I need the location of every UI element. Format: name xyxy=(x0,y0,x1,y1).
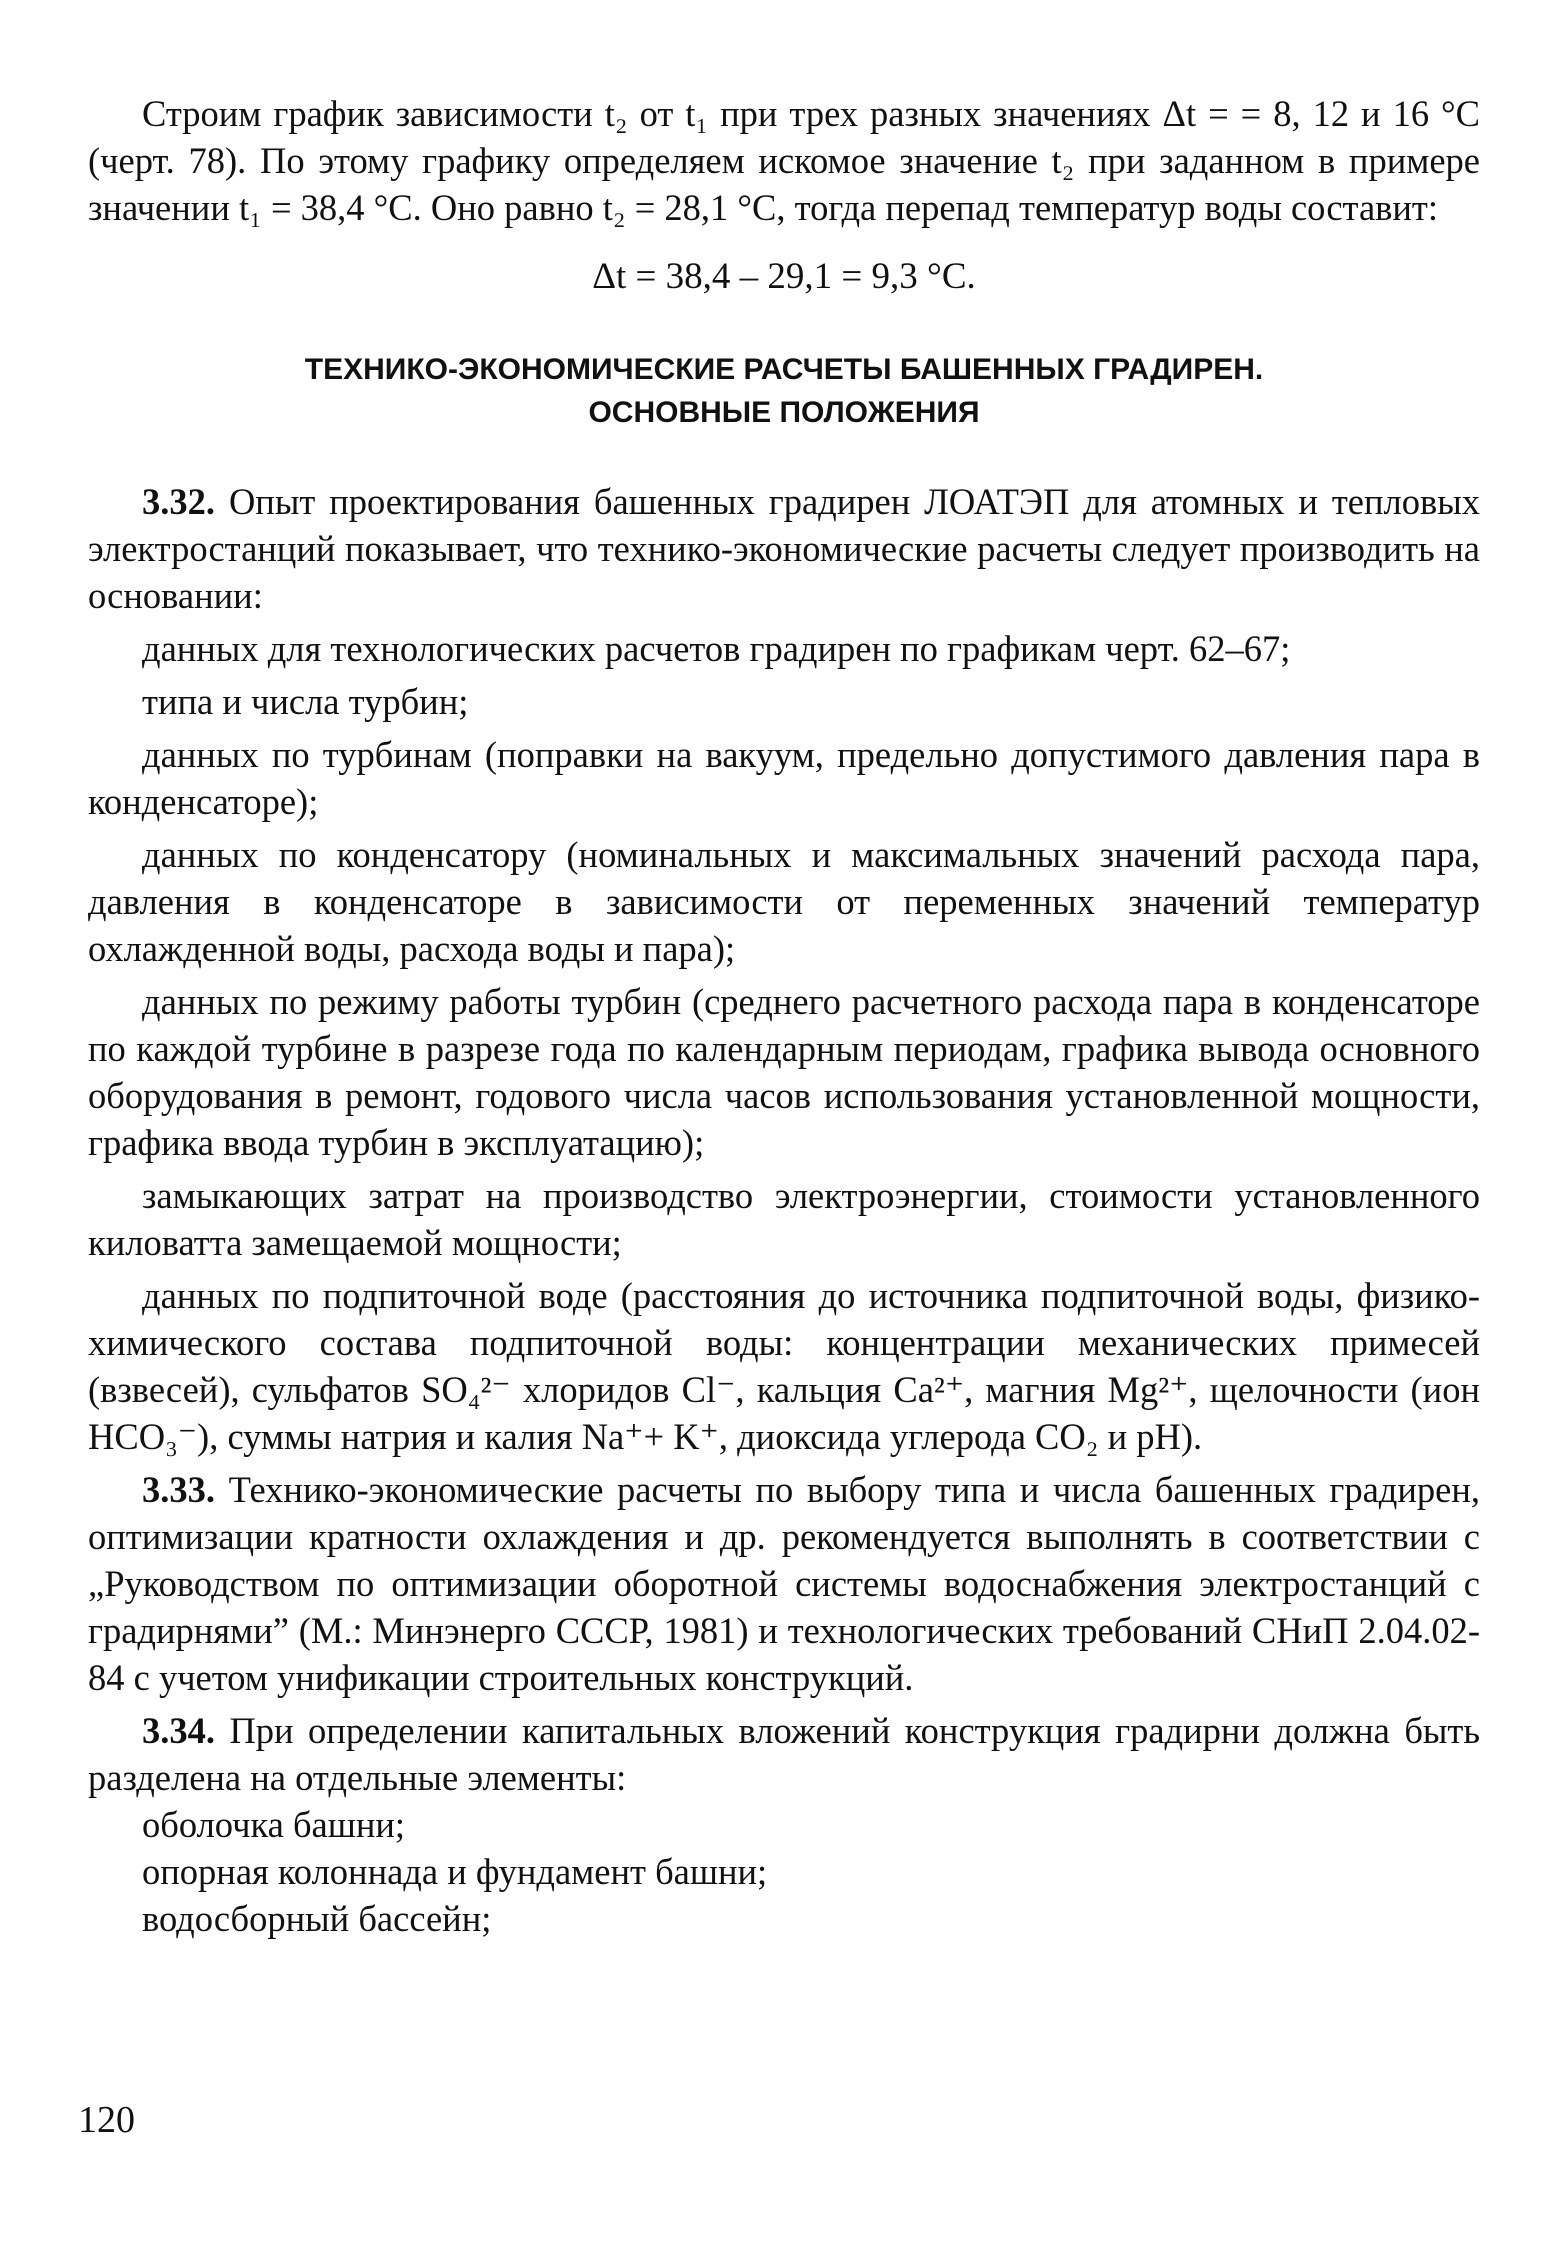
list-item: оболочка башни; xyxy=(142,1804,406,1845)
clause-number-3-32: 3.32. xyxy=(142,481,215,522)
paragraph-3-33 xyxy=(88,1466,1480,1701)
heading-line-1: ТЕХНИКО-ЭКОНОМИЧЕСКИЕ РАСЧЕТЫ БАШЕННЫХ ГРАДИРЕН. xyxy=(304,353,1264,386)
list-item: типа и числа турбин; xyxy=(142,681,469,722)
paragraph-3-34 xyxy=(88,1707,1480,1801)
list-item: замыкающих затрат на производство электроэнергии, стоимости установленного киловатта замещаемой мощности; xyxy=(88,1175,1480,1263)
list-item: данных по турбинам (поправки на вакуум, предельно допустимого давления пара в конденсаторе); xyxy=(88,734,1480,822)
list-item: данных для технологических расчетов градирен по графикам черт. 62–67; xyxy=(142,628,1291,669)
document-page xyxy=(88,90,1480,1942)
formula: Δt = 38,4 – 29,1 = 9,3 °С. xyxy=(592,256,976,297)
paragraph-3-32-text: Опыт проектирования башенных градирен ЛОАТЭП для атомных и тепловых электростанций показывает, что технико-экономические расчеты следует производить на основании: xyxy=(88,481,1481,616)
page-number: 120 xyxy=(78,2099,135,2141)
list-item: данных по режиму работы турбин (среднего расчетного расхода пара в конденсаторе по каждой турбине в разрезе года по календарным периодам, графика вывода основного оборудования в ремонт, годового числа часов использования установленной мощности, графика ввода турбин в эксплуатацию); xyxy=(88,981,1480,1163)
clause-number-3-34: 3.34. xyxy=(142,1710,215,1751)
intro-paragraph: Строим график зависимости t₂ от t₁ при трех разных значениях Δt = = 8, 12 и 16 °С (черт. 78). По этому графику определяем искомое значение t₂ при заданном в примере значении t₁ = 38,4 °С. Оно равно t₂ = 28,1 °С, тогда перепад температур воды составит: xyxy=(88,93,1480,228)
paragraph-3-32 xyxy=(88,478,1480,619)
list-item: данных по конденсатору (номинальных и максимальных значений расхода пара, давления в конденсаторе в зависимости от переменных значений температур охлажденной воды, расхода воды и пара); xyxy=(88,834,1480,969)
list-item: опорная колоннада и фундамент башни; xyxy=(142,1851,768,1892)
list-item: водосборный бассейн; xyxy=(142,1898,492,1939)
section-heading xyxy=(88,348,1480,434)
clause-number-3-33: 3.33. xyxy=(142,1469,215,1510)
heading-line-2: ОСНОВНЫЕ ПОЛОЖЕНИЯ xyxy=(588,396,980,429)
list-item: данных по подпиточной воде (расстояния до источника подпиточной воды, физико-химического состава подпиточной воды: концентрации механических примесей (взвесей), сульфатов SO₄²⁻ хлоридов Cl⁻, кальция Ca²⁺, магния Mg²⁺, щелочности (ион HCO₃⁻), суммы натрия и калия Na⁺+ K⁺, диоксида углерода CO₂ и pH). xyxy=(88,1275,1480,1457)
paragraph-3-34-text: При определении капитальных вложений конструкция градирни должна быть разделена на отдельные элементы: xyxy=(88,1710,1481,1798)
paragraph-3-33-text: Технико-экономические расчеты по выбору типа и числа башенных градирен, оптимизации кратности охлаждения и др. рекомендуется выполнять в соответствии с „Руководством по оптимизации оборотной системы водоснабжения электростанций с градирнями” (М.: Минэнерго СССР, 1981) и технологических требований СНиП 2.04.02-84 с учетом унификации строительных конструкций. xyxy=(88,1469,1481,1698)
